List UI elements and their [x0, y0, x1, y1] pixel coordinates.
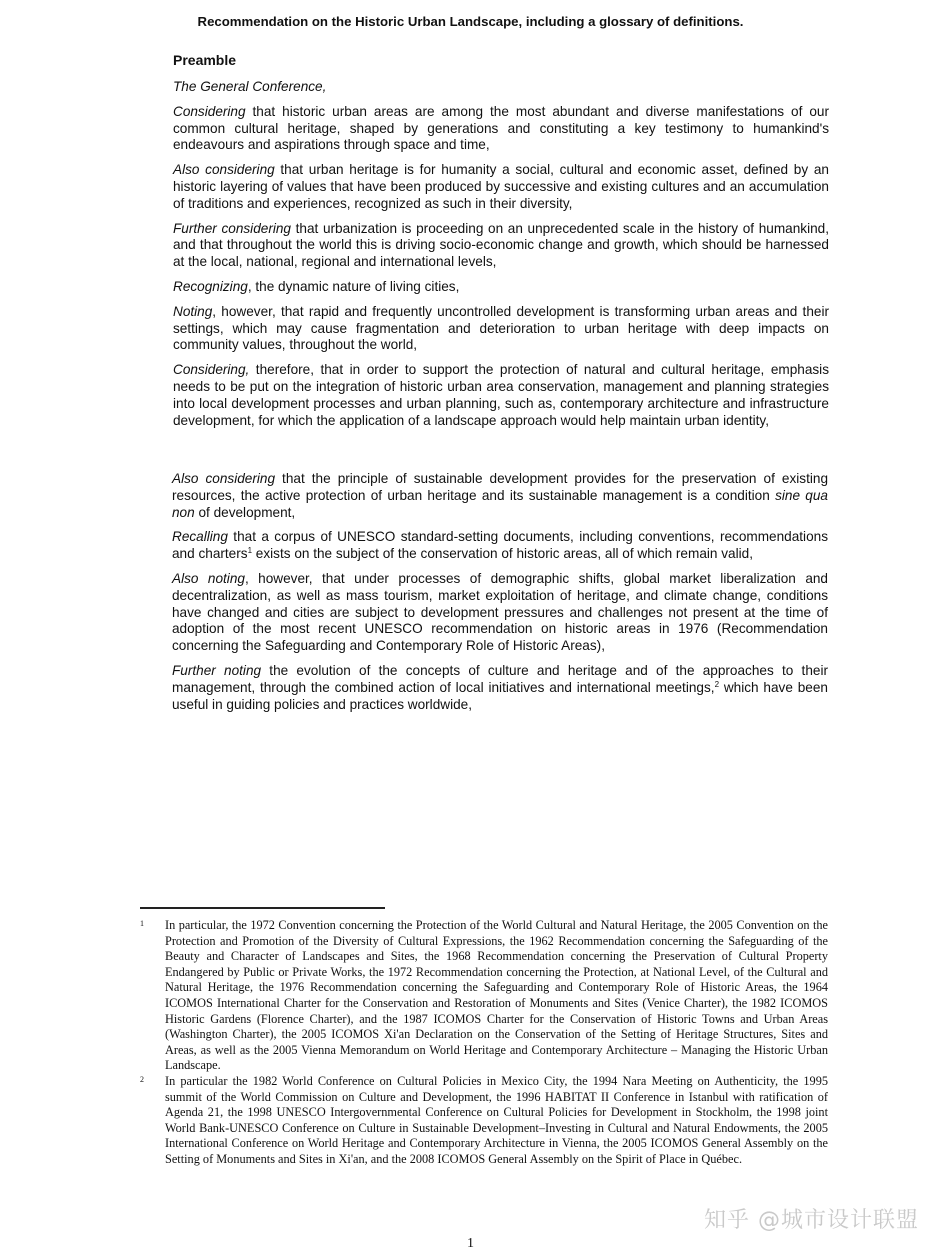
paragraph-text: that urban heritage is for humanity a social, cultural and economic asset, defined by an historic layering of values that have been produced by successive and existing cultures and an accumulation of traditions and experiences, recognized as such in their diversity,: [173, 162, 829, 211]
paragraph-text-end: which have been useful in guiding policies and practices worldwide,: [172, 679, 828, 712]
footnote-ref[interactable]: 2: [714, 679, 720, 689]
preamble-section-continued: [170, 471, 828, 721]
paragraph-lead: Also considering: [172, 471, 276, 486]
paragraph: [172, 571, 828, 655]
preamble-section: [171, 52, 829, 437]
paragraph-lead: Recognizing: [173, 278, 248, 294]
paragraph-text-end: of development,: [194, 504, 296, 520]
paragraph-lead: Noting: [173, 303, 213, 319]
footnote-number: 2: [140, 1074, 144, 1084]
paragraph-text: that historic urban areas are among the most abundant and diverse manifestations of our common cultural heritage, shaped by generations and constituting a key testimony to humankind's endeavours and aspirations through space and time,: [173, 103, 829, 153]
paragraph-text: the evolution of the concepts of culture and heritage and of the approaches to their management, through the combined action of local initiatives and international meetings,: [172, 662, 828, 695]
footnote-item: [140, 918, 828, 1074]
paragraph-lead: Recalling: [172, 529, 228, 545]
paragraph-lead: Also considering: [173, 162, 275, 178]
paragraph: [173, 304, 829, 354]
paragraph-lead: Considering: [173, 103, 246, 119]
page-number: 1: [467, 1236, 474, 1251]
paragraph: [172, 663, 828, 713]
footnote-ref[interactable]: 1: [247, 546, 253, 556]
paragraph: [173, 104, 829, 154]
paragraph-text: , however, that under processes of demographic shifts, global market liberalization and decentralization, as well as mass tourism, market exploitation of heritage, and climate change, conditions have changed and cities are subject to development pressures and challenges not present at the time of adoption of the most recent UNESCO recommendation on historic areas in 1976 (Recommendation concerning the Safeguarding and Contemporary Role of Historic Areas),: [172, 570, 828, 654]
paragraph-text: that urbanization is proceeding on an unprecedented scale in the history of humankind, and that throughout the world this is driving socio-economic change and growth, which should be harnessed at the local, national, regional and international levels,: [173, 220, 829, 270]
latin-phrase: sine qua non: [172, 487, 828, 520]
paragraph-text: that the principle of sustainable development provides for the preservation of existing resources, the active protection of urban heritage and its sustainable management is a condition: [172, 471, 829, 503]
footnote-text: In particular, the 1972 Convention concerning the Protection of the World Cultural and Natural Heritage, the 2005 Convention on the Protection and Promotion of the Diversity of Cultural Expressions, the 1962 Recommendation concerning the Safeguarding of the Beauty and Character of Landscapes and Sites, the 1968 Recommendation concerning the Preservation of Cultural Property Endangered by Public or Private Works, the 1972 Recommendation concerning the Protection, at National Level, of the Cultural and Natural Heritage, the 1976 Recommendation concerning the Safeguarding and Contemporary Role of Historic Areas, the 1964 ICOMOS International Charter for the Conservation and Restoration of Monuments and Sites (Venice Charter), the 1982 ICOMOS Historic Gardens (Florence Charter), and the 1987 ICOMOS Charter for the Conservation of Historic Towns and Urban Areas (Washington Charter), the 2005 ICOMOS Xi'an Declaration on the Conservation of the Setting of Heritage Structures, Sites and Areas, as well as the 2005 Vienna Memorandum on World Heritage and Contemporary Architecture – Managing the Historic Urban Landscape.: [165, 918, 828, 1073]
paragraph-lead: Further noting: [172, 662, 262, 678]
footnote-number: 1: [140, 919, 144, 928]
opening-text: The General Conference,: [173, 79, 327, 94]
paragraph-lead: Also noting: [172, 570, 245, 586]
paragraph-text: , however, that rapid and frequently uncontrolled development is transforming urban areas and their settings, which may cause fragmentation and deterioration to urban heritage with deep impacts on community values, throughout the world,: [173, 303, 829, 353]
paragraph: [173, 279, 829, 296]
paragraph-text: , the dynamic nature of living cities,: [247, 278, 460, 294]
footnote-item: [140, 1074, 828, 1168]
paragraph: [173, 162, 829, 212]
paragraph: [173, 362, 829, 429]
paragraph: [172, 529, 828, 563]
footnote-text: In particular the 1982 World Conference on Cultural Policies in Mexico City, the 1994 Nara Meeting on Authenticity, the 1995 summit of the World Commission on Culture and Development, the 1996 HABITAT II Conference in Istanbul with ratification of Agenda 21, the 1998 UNESCO Intergovernmental Conference on Cultural Policies for Development in Stockholm, the 1998 joint World Bank-UNESCO Conference on Culture in Sustainable Development–Investing in Cultural and Natural Endowments, the 2005 International Conference on World Heritage and Contemporary Architecture in Vienna, the 2005 ICOMOS General Assembly on the Setting of Monuments and Sites in Xi'an, and the 2008 ICOMOS General Assembly on the Spirit of Place in Québec.: [165, 1073, 828, 1166]
paragraph-text: that a corpus of UNESCO standard-setting documents, including conventions, recommendations and charters: [172, 529, 828, 562]
paragraph-text: therefore, that in order to support the protection of natural and cultural heritage, emphasis needs to be put on the integration of historic urban area conservation, management and planning strategies into local development processes and urban planning, such as, contemporary architecture and infrastructure development, for which the application of a landscape approach would help maintain urban identity,: [173, 362, 829, 428]
footnotes: [140, 918, 828, 1168]
watermark: 知乎 @城市设计联盟: [704, 1208, 919, 1233]
preamble-heading: Preamble: [173, 52, 237, 68]
opening-line: [173, 79, 829, 96]
paragraph: [172, 471, 828, 521]
footnote-divider: [140, 907, 385, 909]
paragraph: [173, 221, 829, 271]
paragraph-lead: Further considering: [173, 220, 291, 236]
document-title: Recommendation on the Historic Urban Landscape, including a glossary of definitions.: [197, 14, 744, 29]
paragraph-text-end: exists on the subject of the conservation of historic areas, all of which remain valid,: [252, 546, 753, 562]
paragraph-lead: Considering,: [173, 362, 250, 378]
